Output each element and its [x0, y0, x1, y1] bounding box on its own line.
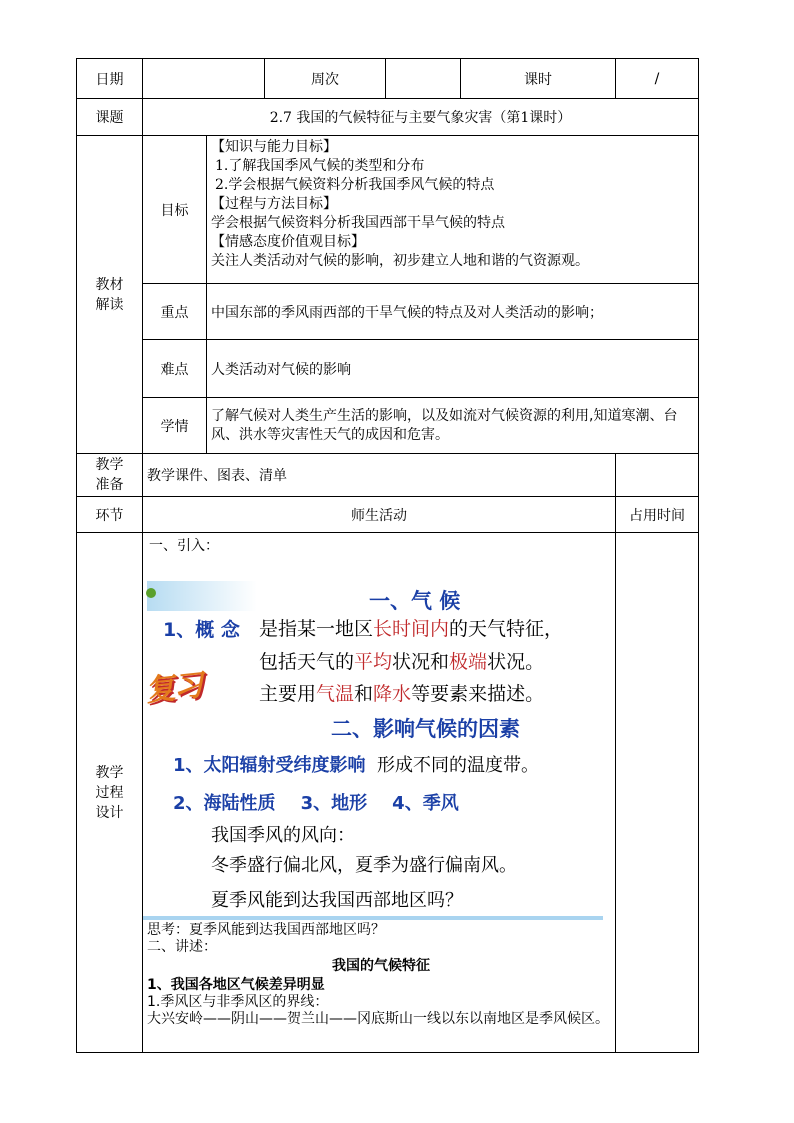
process-time — [616, 533, 699, 1053]
difficulty-value: 人类活动对气候的影响 — [207, 340, 699, 398]
difficulty-label: 难点 — [143, 340, 207, 398]
goals-line: 关注人类活动对气候的影响，初步建立人地和谐的气资源观。 — [211, 253, 589, 269]
difficulty-row — [77, 340, 699, 398]
apple-icon — [146, 588, 156, 598]
preparation-value: 教学课件、图表、清单 — [143, 454, 616, 497]
concept-line-3: 主要用气温和降水等要素来描述。 — [259, 683, 545, 705]
wind-line-2: 冬季盛行偏北风，夏季为盛行偏南风。 — [211, 855, 517, 876]
process-label: 教学过程设计 — [77, 533, 143, 1053]
key-value: 中国东部的季风雨西部的干旱气候的特点及对人类活动的影响； — [207, 284, 699, 340]
goals-content — [207, 136, 699, 284]
slide-title-factors: 二、影响气候的因素 — [331, 717, 520, 741]
lecture-heading: 二、讲述： — [147, 939, 217, 955]
stage-header: 环节 — [77, 497, 143, 533]
goals-row — [77, 136, 699, 284]
preparation-label: 教学准备 — [77, 454, 143, 497]
review-slide — [143, 555, 615, 911]
intro-heading: 一、引入： — [149, 538, 219, 554]
topic-row — [77, 99, 699, 136]
slide-question: 夏季风能到达我国西部地区吗？ — [211, 890, 463, 911]
topic-label: 课题 — [77, 99, 143, 136]
activity-header: 师生活动 — [143, 497, 616, 533]
process-header-row — [77, 497, 699, 533]
slide-bottom-rule — [143, 916, 603, 920]
goals-line: 【情感态度价值观目标】 — [211, 234, 365, 250]
goals-line: 【过程与方法目标】 — [211, 196, 337, 212]
think-line: 思考：夏季风能到达我国西部地区吗？ — [147, 922, 385, 938]
goals-line: 学会根据气候资料分析我国西部干旱气候的特点 — [211, 215, 505, 231]
students-value: 了解气候对人类生产生活的影响，以及如流对气候资源的利用,知道寒潮、台风、洪水等灾害性天气的成因和危害。 — [207, 398, 699, 454]
wind-line-1: 我国季风的风向： — [211, 825, 355, 846]
week-label: 周次 — [265, 59, 386, 99]
date-value — [143, 59, 265, 99]
goals-line: 1.了解我国季风气候的类型和分布 — [215, 158, 425, 174]
time-header: 占用时间 — [616, 497, 699, 533]
topic-value: 2.7 我国的气候特征与主要气象灾害（第1课时） — [143, 99, 699, 136]
slide-title-climate: 一、气 候 — [369, 589, 461, 613]
students-label: 学情 — [143, 398, 207, 454]
concept-line-2: 包括天气的平均状况和极端状况。 — [259, 651, 545, 673]
lesson-plan-table — [76, 58, 699, 1053]
key-label: 重点 — [143, 284, 207, 340]
period-value: / — [616, 59, 699, 99]
students-row — [77, 398, 699, 454]
sub-title: 1、我国各地区气候差异明显 — [147, 977, 325, 993]
key-row — [77, 284, 699, 340]
concept-label: 1、概 念 — [163, 619, 240, 641]
factor-line-2: 2、海陆性质 3、地形 4、季风 — [173, 793, 459, 814]
section-title: 我国的气候特征 — [332, 958, 430, 974]
process-row — [77, 533, 699, 1053]
preparation-row — [77, 454, 699, 497]
goals-label: 目标 — [143, 136, 207, 284]
process-content — [143, 533, 616, 1053]
point-1-detail: 大兴安岭——阴山——贺兰山——冈底斯山一线以东以南地区是季风候区。 — [147, 1011, 609, 1027]
header-row — [77, 59, 699, 99]
week-value — [386, 59, 461, 99]
concept-line-1: 是指某一地区长时间内的天气特征， — [259, 618, 564, 640]
goals-line: 【知识与能力目标】 — [211, 139, 337, 155]
materials-label: 教材解读 — [77, 136, 143, 454]
period-label: 课时 — [461, 59, 616, 99]
preparation-time — [616, 454, 699, 497]
date-label: 日期 — [77, 59, 143, 99]
point-1: 1.季风区与非季风区的界线： — [147, 994, 329, 1010]
goals-line: 2.学会根据气候资料分析我国季风气候的特点 — [215, 177, 495, 193]
review-badge-icon: 复习 — [143, 668, 204, 709]
factor-line-1: 1、太阳辐射受纬度影响 形成不同的温度带。 — [173, 755, 539, 776]
slide-header-band — [147, 581, 257, 611]
